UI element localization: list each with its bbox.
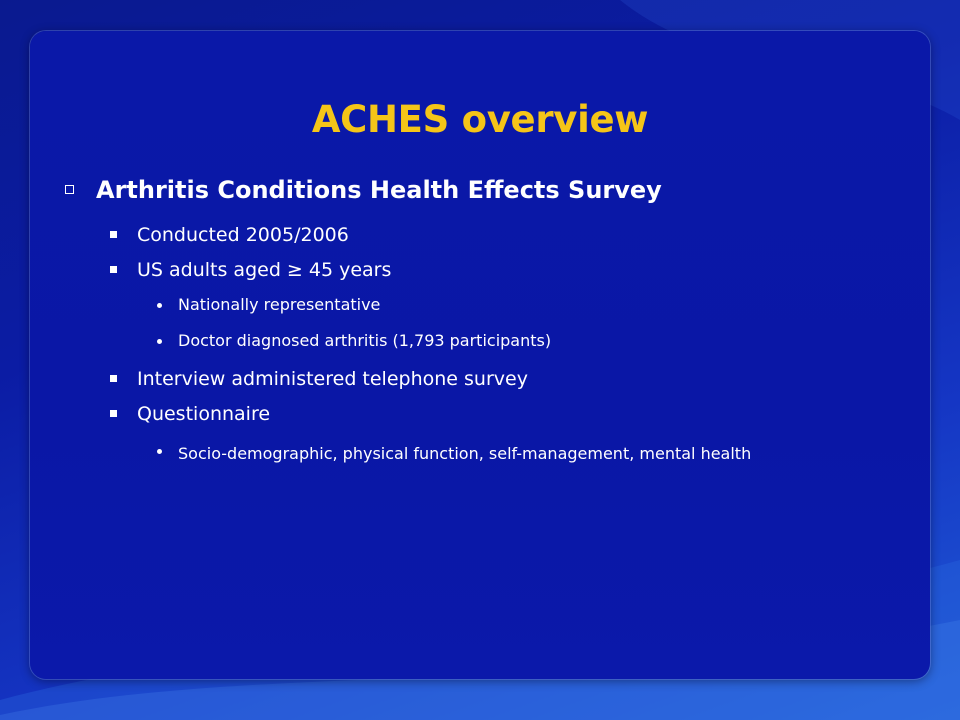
hollow-square-bullet-icon: [65, 185, 74, 194]
bullet-text: Nationally representative: [178, 295, 381, 314]
filled-square-bullet-icon: [110, 231, 117, 238]
round-dot-bullet-icon: [157, 449, 162, 454]
bullet-doctor-diagnosed: [178, 331, 551, 350]
bullet-nationally-representative: [178, 295, 380, 314]
bullet-text: Interview administered telephone survey: [137, 368, 528, 390]
bullet-interview: [137, 368, 528, 390]
filled-square-bullet-icon: [110, 266, 117, 273]
filled-square-bullet-icon: [110, 375, 117, 382]
bullet-text: Socio-demographic, physical function, self-management, mental health: [178, 444, 752, 463]
bullet-conducted: [137, 224, 349, 246]
bullet-text: US adults aged ≥ 45 years: [137, 259, 392, 281]
bullet-text: Arthritis Conditions Health Effects Survey: [96, 176, 662, 204]
bullet-text: Doctor diagnosed arthritis (1,793 participants): [178, 331, 552, 350]
bullet-aches-survey: [96, 176, 662, 204]
bullet-questionnaire: [137, 403, 270, 425]
bullet-us-adults: [137, 259, 391, 281]
bullet-text: Questionnaire: [137, 403, 271, 425]
filled-square-bullet-icon: [110, 410, 117, 417]
bullet-socio-demographic: [178, 441, 868, 467]
bullet-text: Conducted 2005/2006: [137, 224, 349, 246]
slide-title: ACHES overview: [311, 98, 649, 141]
round-dot-bullet-icon: [157, 339, 162, 344]
round-dot-bullet-icon: [157, 303, 162, 308]
